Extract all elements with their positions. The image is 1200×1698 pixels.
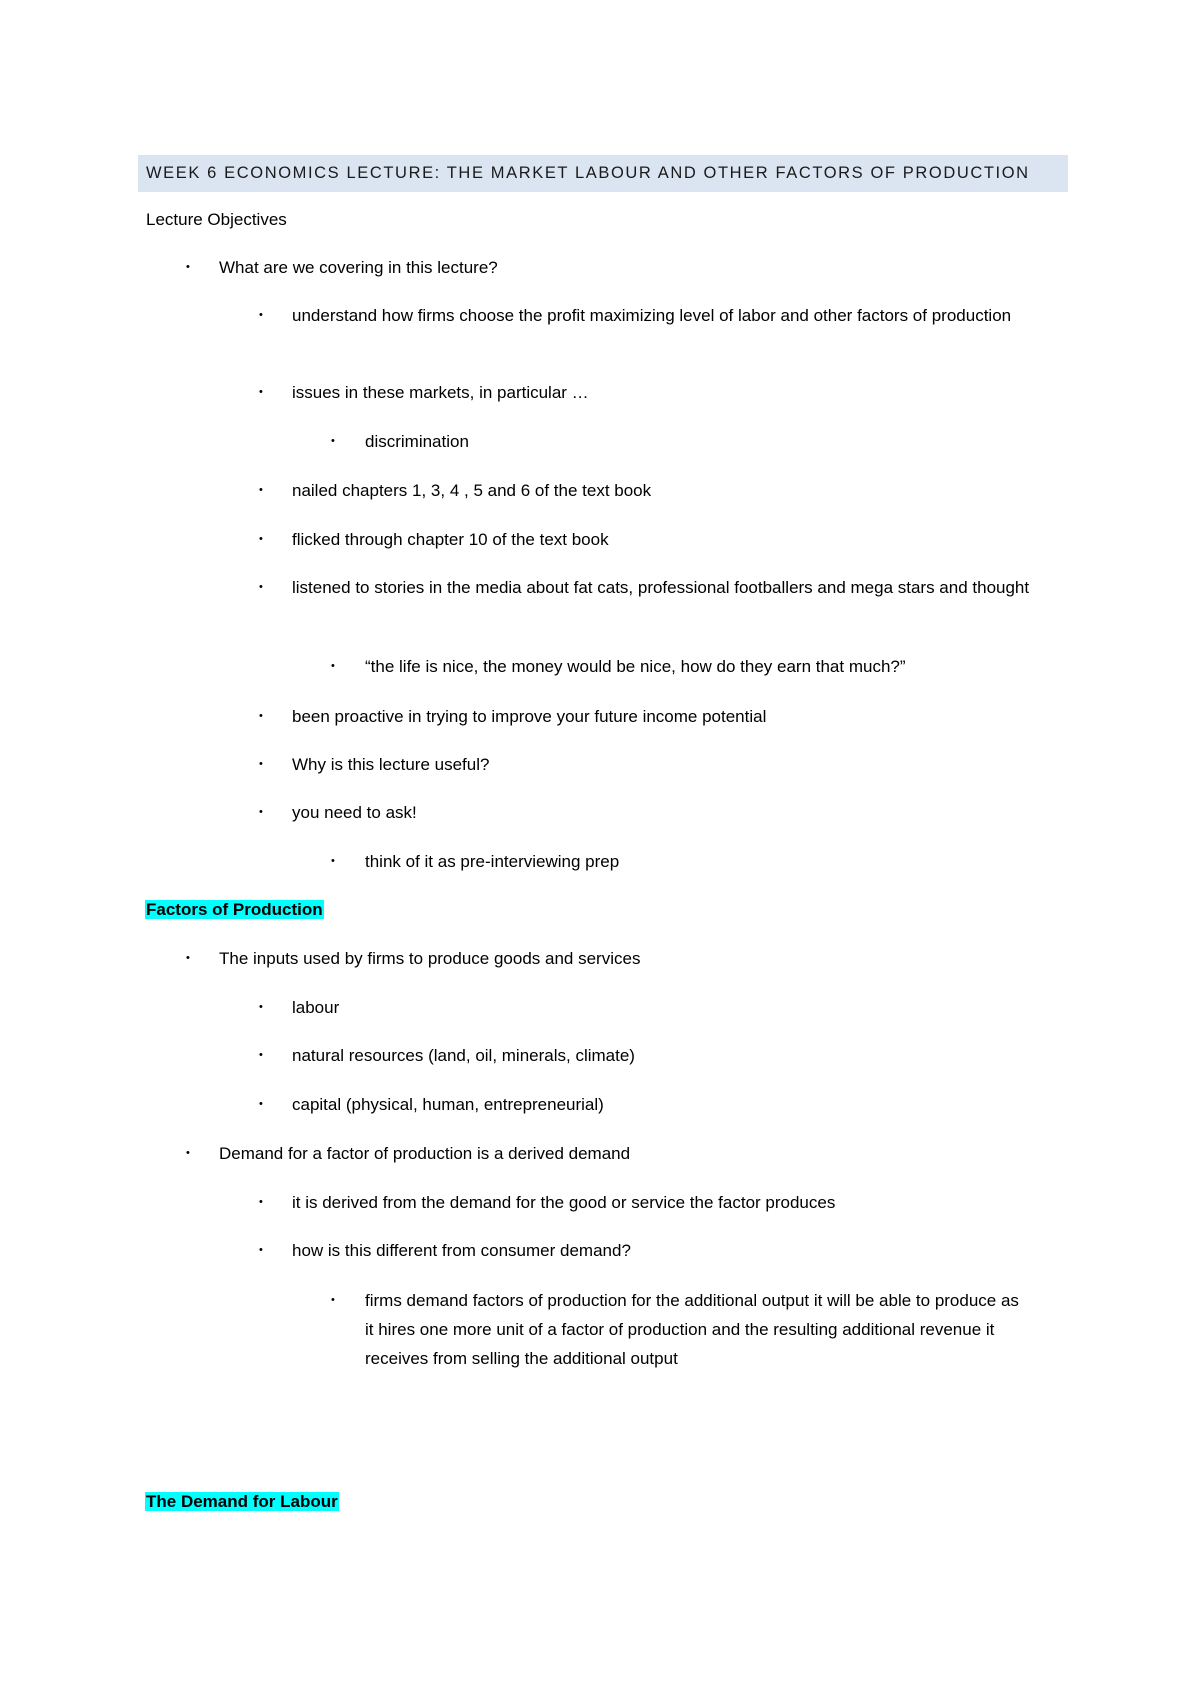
bullet-icon: •	[259, 581, 263, 593]
bullet-icon: •	[259, 386, 263, 398]
list-item: discrimination	[365, 432, 469, 451]
title-band	[138, 155, 1068, 192]
highlighted-heading: The Demand for Labour	[146, 1492, 338, 1511]
list-item: think of it as pre-interviewing prep	[365, 852, 620, 871]
list-item: labour	[292, 998, 340, 1017]
list-item: firms demand factors of production for the additional output it will be able to produce as it hires one more unit of a factor of production and the resulting additional revenue it receives from selling the additional output	[365, 1291, 1019, 1368]
bullet-icon: •	[259, 1001, 263, 1013]
list-item: you need to ask!	[292, 803, 417, 822]
bullet-icon: •	[259, 806, 263, 818]
bullet-icon: •	[186, 1147, 190, 1159]
list-item: how is this different from consumer demand?	[292, 1241, 631, 1260]
bullet-icon: •	[331, 1294, 335, 1306]
list-item: Why is this lecture useful?	[292, 755, 490, 774]
bullet-icon: •	[259, 710, 263, 722]
list-item: Demand for a factor of production is a derived demand	[219, 1144, 631, 1163]
list-item: understand how firms choose the profit maximizing level of labor and other factors of production	[292, 306, 1012, 325]
list-item: it is derived from the demand for the good or service the factor produces	[292, 1193, 836, 1212]
list-item: nailed chapters 1, 3, 4 , 5 and 6 of the text book	[292, 481, 652, 500]
bullet-icon: •	[259, 309, 263, 321]
list-item: been proactive in trying to improve your future income potential	[292, 707, 767, 726]
list-item: capital (physical, human, entrepreneurial)	[292, 1095, 604, 1114]
section-heading-factors-of-production	[145, 895, 324, 924]
list-item: What are we covering in this lecture?	[219, 258, 498, 277]
bullet-icon: •	[259, 1098, 263, 1110]
bullet-icon: •	[259, 1049, 263, 1061]
highlighted-heading: Factors of Production	[146, 900, 323, 919]
bullet-icon: •	[259, 533, 263, 545]
bullet-icon: •	[259, 1196, 263, 1208]
section-heading-lecture-objectives: Lecture Objectives	[146, 210, 287, 229]
bullet-icon: •	[186, 261, 190, 273]
list-item: natural resources (land, oil, minerals, climate)	[292, 1046, 635, 1065]
list-item: listened to stories in the media about fat cats, professional footballers and mega stars and thought	[292, 578, 1030, 597]
list-item: “the life is nice, the money would be nice, how do they earn that much?”	[365, 657, 906, 676]
list-item: flicked through chapter 10 of the text book	[292, 530, 609, 549]
bullet-icon: •	[259, 758, 263, 770]
section-heading-demand-for-labour	[145, 1487, 339, 1516]
document-title: WEEK 6 ECONOMICS LECTURE: THE MARKET LABOUR AND OTHER FACTORS OF PRODUCTION	[146, 164, 1030, 182]
bullet-icon: •	[186, 952, 190, 964]
bullet-icon: •	[331, 855, 335, 867]
list-item: issues in these markets, in particular …	[292, 383, 589, 402]
bullet-icon: •	[259, 484, 263, 496]
list-item: The inputs used by firms to produce goods and services	[219, 949, 641, 968]
bullet-icon: •	[331, 660, 335, 672]
bullet-icon: •	[259, 1244, 263, 1256]
bullet-icon: •	[331, 435, 335, 447]
